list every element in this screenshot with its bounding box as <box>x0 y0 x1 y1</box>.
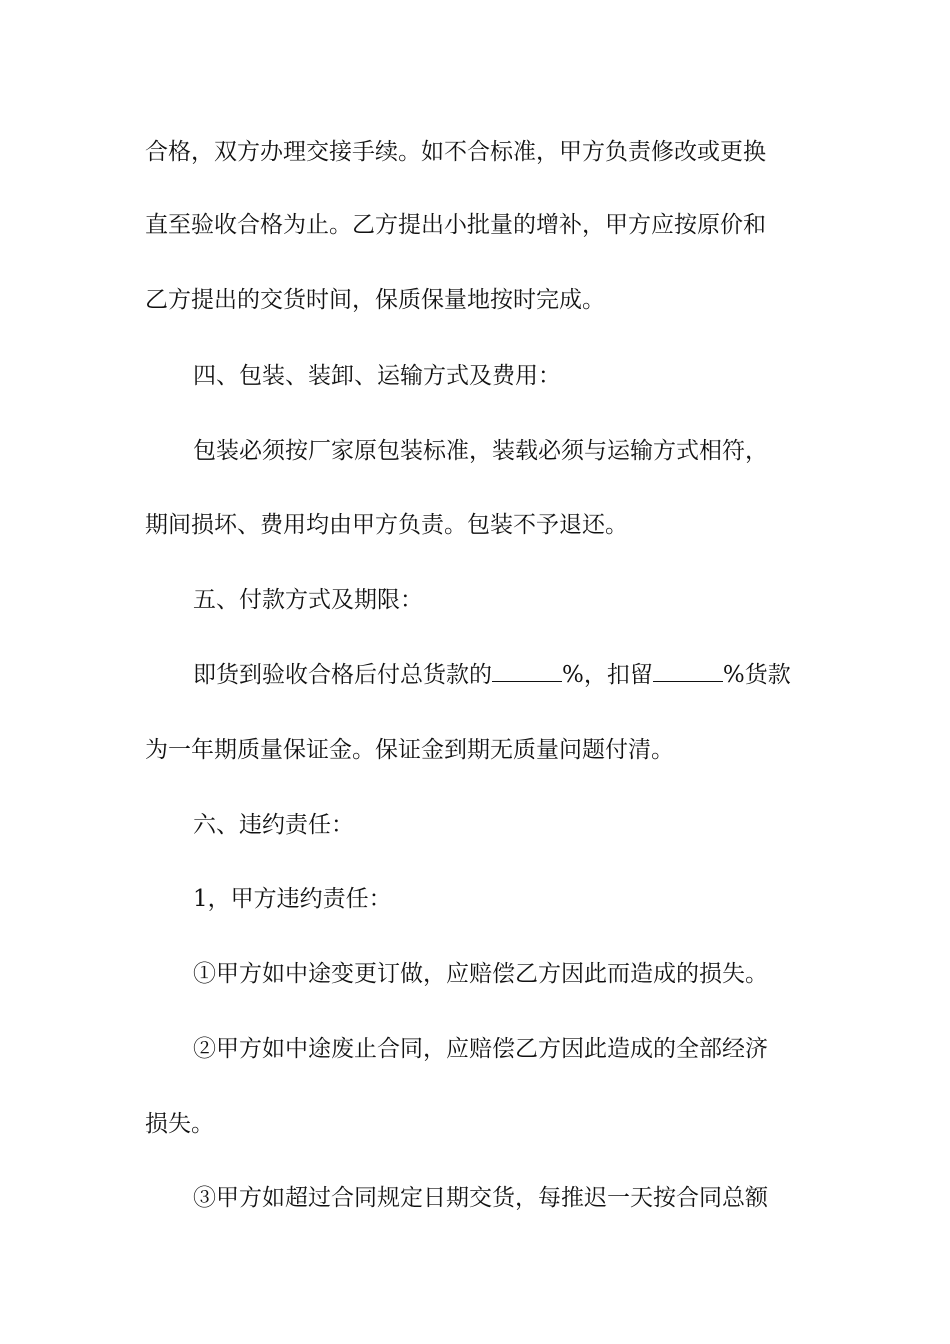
section-heading: 六、违约责任： <box>193 812 354 838</box>
payment-text-part3: %货款 <box>722 662 791 688</box>
payment-percent-blank <box>492 659 562 682</box>
payment-text-part2: %，扣留 <box>562 662 653 688</box>
section-heading: 五、付款方式及期限： <box>193 587 423 613</box>
paragraph-line: 为一年期质量保证金。保证金到期无质量问题付清。 <box>145 737 674 763</box>
paragraph-line: 包装必须按厂家原包装标准，装载必须与运输方式相符， <box>193 438 768 464</box>
paragraph-line: 直至验收合格为止。乙方提出小批量的增补，甲方应按原价和 <box>145 212 766 238</box>
paragraph-line: 乙方提出的交货时间，保质保量地按时完成。 <box>145 287 605 313</box>
subsection-heading: 1，甲方违约责任： <box>193 886 392 912</box>
list-item: ①甲方如中途变更订做，应赔偿乙方因此而造成的损失。 <box>193 961 768 987</box>
paragraph-line: 期间损坏、费用均由甲方负责。包装不予退还。 <box>145 512 628 538</box>
payment-text-part1: 即货到验收合格后付总货款的 <box>193 662 492 688</box>
list-item: ②甲方如中途废止合同，应赔偿乙方因此造成的全部经济 <box>193 1036 768 1062</box>
paragraph-line: 损失。 <box>145 1111 214 1137</box>
list-item: ③甲方如超过合同规定日期交货，每推迟一天按合同总额 <box>193 1185 768 1211</box>
retention-percent-blank <box>653 659 723 682</box>
paragraph-line: 合格，双方办理交接手续。如不合标准，甲方负责修改或更换 <box>145 139 766 165</box>
section-heading: 四、包装、装卸、运输方式及费用： <box>193 363 561 389</box>
paragraph-line-with-blanks <box>193 655 791 695</box>
